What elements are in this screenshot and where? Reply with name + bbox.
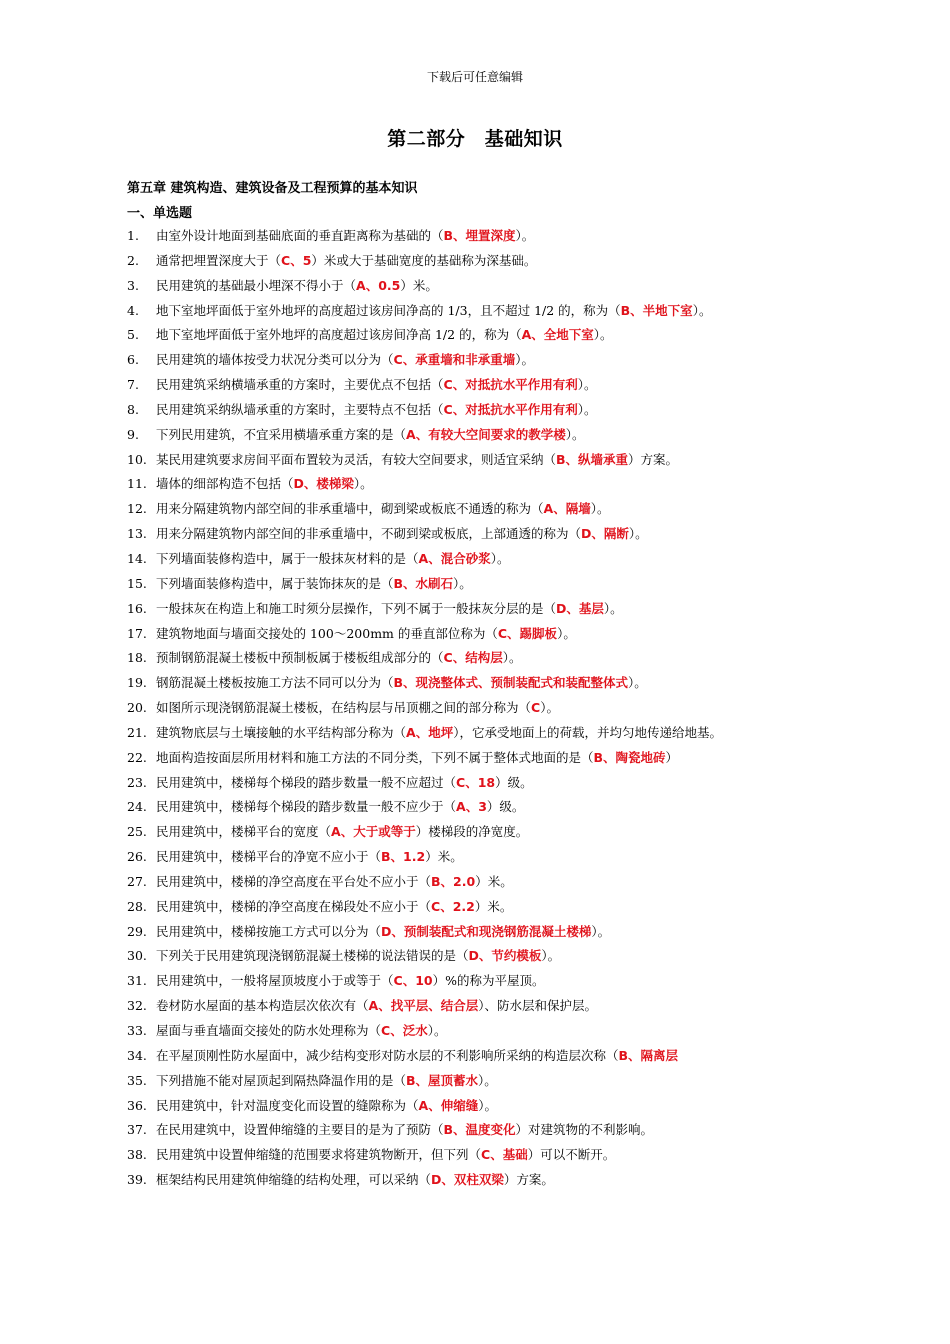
question-number: 24. — [127, 799, 147, 815]
question-number: 34. — [127, 1047, 147, 1063]
question-item — [127, 1120, 827, 1145]
answer: A、混合砂浆 — [418, 550, 491, 566]
question-tail: ）可以不断开。 — [527, 1147, 616, 1163]
question-tail: ）米。 — [400, 277, 438, 293]
question-text — [156, 499, 827, 524]
question-stem: 民用建筑采纳横墙承重的方案时，主要优点不包括（ — [156, 377, 444, 393]
question-stem: 用来分隔建筑物内部空间的非承重墙中，砌到梁或板底不通透的称为（ — [156, 501, 544, 517]
question-item — [127, 648, 827, 673]
question-stem: 地下室地坪面低于室外地坪的高度超过该房间净高 1/2 的，称为（ — [156, 327, 522, 343]
answer: C、基础 — [481, 1147, 528, 1163]
question-item — [127, 773, 827, 798]
answer: A、全地下室 — [521, 327, 594, 343]
answer: A、有较大空间要求的教学楼 — [406, 426, 566, 442]
question-stem: 民用建筑中，楼梯每个梯段的踏步数量一般不应超过（ — [156, 774, 457, 790]
question-item — [127, 400, 827, 425]
question-stem: 某民用建筑要求房间平面布置较为灵活，有较大空间要求，则适宜采纳（ — [156, 451, 557, 467]
question-item — [127, 847, 827, 872]
question-number: 21. — [127, 724, 147, 740]
question-item — [127, 946, 827, 971]
question-stem: 下列墙面装修构造中，属于装饰抹灰的是（ — [156, 575, 394, 591]
question-number: 25. — [127, 824, 147, 840]
question-tail: ）。 — [577, 377, 597, 393]
question-item — [127, 350, 827, 375]
question-number: 8. — [127, 401, 139, 417]
question-item — [127, 922, 827, 947]
question-number: 31. — [127, 973, 147, 989]
question-number: 13. — [127, 526, 147, 542]
question-number: 2. — [127, 252, 139, 268]
question-item — [127, 797, 827, 822]
question-number: 3. — [127, 277, 139, 293]
question-item — [127, 474, 827, 499]
question-text — [156, 773, 827, 798]
answer: A、大于或等于 — [331, 824, 416, 840]
answer: A、3 — [456, 799, 487, 815]
header-note: 下载后可任意编辑 — [426, 70, 523, 84]
answer: C、5 — [281, 252, 312, 268]
answer: C、结构层 — [443, 650, 503, 666]
answer: B、埋置深度 — [443, 228, 516, 243]
question-item — [127, 1170, 827, 1195]
answer: B、温度变化 — [443, 1122, 516, 1138]
question-text — [156, 549, 827, 574]
question-text — [156, 872, 827, 897]
question-number: 30. — [127, 948, 147, 964]
question-tail: ）。 — [593, 327, 613, 343]
question-text — [156, 673, 827, 698]
question-number: 1. — [127, 228, 139, 243]
question-text — [156, 325, 827, 350]
question-number: 26. — [127, 849, 147, 865]
question-text — [156, 648, 827, 673]
question-number: 23. — [127, 774, 147, 790]
answer: C、承重墙和非承重墙 — [393, 352, 516, 368]
question-stem: 地面构造按面层所用材料和施工方法的不同分类，下列不属于整体式地面的是（ — [156, 749, 594, 765]
question-tail: ）对建筑物的不利影响。 — [515, 1122, 654, 1138]
question-item — [127, 549, 827, 574]
question-text — [156, 1145, 827, 1170]
question-stem: 预制钢筋混凝土楼板中预制板属于楼板组成部分的（ — [156, 650, 444, 666]
question-number: 4. — [127, 302, 139, 318]
question-stem: 如图所示现浇钢筋混凝土楼板，在结构层与吊顶棚之间的部分称为（ — [156, 700, 532, 716]
question-item — [127, 375, 827, 400]
question-tail: ）。 — [353, 476, 373, 492]
question-item — [127, 1021, 827, 1046]
question-stem: 民用建筑中设置伸缩缝的范围要求将建筑物断开，但下列（ — [156, 1147, 482, 1163]
question-tail: ）级。 — [495, 774, 533, 790]
question-number: 28. — [127, 898, 147, 914]
question-tail: ）。 — [541, 948, 561, 964]
question-item — [127, 301, 827, 326]
chapter-title: 第五章 建筑构造、建筑设备及工程预算的基本知识 — [127, 181, 418, 196]
question-text — [156, 698, 827, 723]
answer: B、半地下室 — [620, 302, 693, 318]
question-item — [127, 499, 827, 524]
question-number: 5. — [127, 327, 139, 343]
question-stem: 民用建筑中，楼梯的净空高度在梯段处不应小于（ — [156, 898, 432, 914]
question-text — [156, 375, 827, 400]
question-text — [156, 1021, 827, 1046]
question-number: 12. — [127, 501, 147, 517]
question-text — [156, 276, 827, 301]
answer: C、踢脚板 — [497, 625, 558, 641]
question-tail: ） — [665, 749, 679, 765]
question-stem: 民用建筑中，楼梯平台的宽度（ — [156, 824, 332, 840]
question-item — [127, 748, 827, 773]
question-number: 22. — [127, 749, 147, 765]
answer: D、双柱双梁 — [431, 1172, 504, 1188]
question-tail: ）。 — [565, 426, 585, 442]
question-item — [127, 1071, 827, 1096]
question-text — [156, 350, 827, 375]
question-tail: ）。 — [557, 625, 576, 641]
question-item — [127, 698, 827, 723]
answer: D、楼梯梁 — [293, 476, 354, 492]
question-tail: ）%的称为平屋顶。 — [432, 973, 545, 989]
question-text — [156, 574, 827, 599]
question-stem: 民用建筑中，一般将屋顶坡度小于或等于（ — [156, 973, 394, 989]
question-stem: 用来分隔建筑物内部空间的非承重墙中，不砌到梁或板底，上部通透的称为（ — [156, 526, 582, 542]
question-text — [156, 301, 827, 326]
question-tail: ）。 — [515, 352, 534, 368]
question-number: 9. — [127, 426, 139, 442]
question-stem: 由室外设计地面到基础底面的垂直距离称为基础的（ — [156, 228, 444, 243]
question-tail: ）。 — [490, 550, 510, 566]
question-number: 38. — [127, 1147, 147, 1163]
question-tail: ）方案。 — [503, 1172, 554, 1188]
question-item — [127, 971, 827, 996]
question-number: 39. — [127, 1172, 147, 1188]
question-text — [156, 797, 827, 822]
question-item — [127, 251, 827, 276]
answer: C、对抵抗水平作用有利 — [443, 377, 578, 393]
question-text — [156, 946, 827, 971]
answer: B、陶瓷地砖 — [593, 749, 666, 765]
answer: B、纵墙承重 — [556, 451, 629, 467]
question-tail: ）米。 — [425, 849, 463, 865]
answer: D、隔断 — [581, 526, 629, 542]
question-stem: 钢筋混凝土楼板按施工方法不同可以分为（ — [156, 675, 394, 691]
question-text — [156, 524, 827, 549]
question-number: 36. — [127, 1097, 147, 1113]
answer: C — [531, 700, 541, 716]
section-title: 一、单选题 — [127, 206, 193, 221]
answer: A、找平层、结合层 — [368, 998, 479, 1014]
question-item — [127, 276, 827, 301]
question-tail: ）。 — [692, 302, 712, 318]
question-tail: ）。 — [577, 401, 597, 417]
answer: B、水刷石 — [393, 575, 454, 591]
question-text — [156, 822, 827, 847]
answer: D、节约模板 — [468, 948, 542, 964]
question-text — [156, 226, 827, 251]
question-number: 10. — [127, 451, 147, 467]
question-number: 19. — [127, 675, 147, 691]
question-number: 29. — [127, 923, 147, 939]
question-stem: 卷材防水屋面的基本构造层次依次有（ — [156, 998, 369, 1014]
question-number: 32. — [127, 998, 147, 1014]
question-stem: 民用建筑中，针对温度变化而设置的缝隙称为（ — [156, 1097, 419, 1113]
answer: A、地坪 — [406, 724, 454, 740]
question-stem: 下列民用建筑，不宜采用横墙承重方案的是（ — [156, 426, 407, 442]
part-title: 第二部分 基础知识 — [387, 128, 563, 150]
question-text — [156, 425, 827, 450]
answer: C、10 — [393, 973, 433, 989]
question-number: 15. — [127, 575, 147, 591]
question-number: 37. — [127, 1122, 147, 1138]
question-tail: ）。 — [478, 1072, 497, 1088]
question-text — [156, 1170, 827, 1195]
question-list — [127, 226, 827, 1195]
answer: A、伸缩缝 — [418, 1097, 479, 1113]
answer: B、现浇整体式、预制装配式和装配整体式 — [393, 675, 629, 691]
question-stem: 框架结构民用建筑伸缩缝的结构处理，可以采纳（ — [156, 1172, 432, 1188]
question-number: 11. — [127, 476, 147, 492]
question-stem: 下列措施不能对屋顶起到隔热降温作用的是（ — [156, 1072, 407, 1088]
question-tail: ）。 — [590, 501, 610, 517]
answer: C、对抵抗水平作用有利 — [443, 401, 578, 417]
question-tail: ）级。 — [486, 799, 525, 815]
question-tail: ）米。 — [474, 898, 513, 914]
answer: B、隔离层 — [618, 1047, 679, 1063]
answer: A、0.5 — [356, 277, 401, 293]
question-stem: 一般抹灰在构造上和施工时须分层操作，下列不属于一般抹灰分层的是（ — [156, 600, 557, 616]
question-tail: ），它承受地面上的荷载，并均匀地传递给地基。 — [453, 724, 722, 740]
question-tail: ）。 — [591, 923, 611, 939]
question-tail: ）米。 — [475, 873, 513, 889]
question-text — [156, 971, 827, 996]
question-number: 18. — [127, 650, 147, 666]
question-item — [127, 897, 827, 922]
question-stem: 在民用建筑中，设置伸缩缝的主要目的是为了预防（ — [156, 1122, 444, 1138]
question-text — [156, 1120, 827, 1145]
question-text — [156, 996, 827, 1021]
question-number: 33. — [127, 1023, 147, 1038]
question-number: 7. — [127, 377, 139, 393]
question-tail: ）。 — [453, 575, 472, 591]
question-stem: 下列墙面装修构造中，属于一般抹灰材料的是（ — [156, 550, 419, 566]
answer: C、18 — [456, 774, 496, 790]
question-stem: 民用建筑中，楼梯每个梯段的踏步数量一般不应少于（ — [156, 799, 457, 815]
question-stem: 民用建筑中，楼梯平台的净宽不应小于（ — [156, 849, 382, 865]
question-text — [156, 847, 827, 872]
question-stem: 民用建筑中，楼梯的净空高度在平台处不应小于（ — [156, 873, 432, 889]
question-item — [127, 822, 827, 847]
question-stem: 民用建筑中，楼梯按施工方式可以分为（ — [156, 923, 382, 939]
question-text — [156, 922, 827, 947]
question-text — [156, 474, 827, 499]
question-tail: ）、防水层和保护层。 — [478, 998, 597, 1014]
question-tail: ）。 — [478, 1097, 497, 1113]
question-text — [156, 400, 827, 425]
question-text — [156, 1071, 827, 1096]
answer: A、隔墙 — [543, 501, 591, 517]
question-text — [156, 723, 827, 748]
question-item — [127, 872, 827, 897]
question-tail: ）米或大于基础宽度的基础称为深基础。 — [311, 252, 537, 268]
question-stem: 民用建筑采纳纵墙承重的方案时，主要特点不包括（ — [156, 401, 444, 417]
answer: B、屋顶蓄水 — [406, 1072, 479, 1088]
question-text — [156, 624, 827, 649]
question-tail: ）。 — [502, 650, 522, 666]
question-stem: 墙体的细部构造不包括（ — [156, 476, 294, 492]
answer: C、泛水 — [381, 1023, 428, 1038]
question-tail: ）。 — [540, 700, 559, 716]
question-item — [127, 1096, 827, 1121]
question-stem: 屋面与垂直墙面交接处的防水处理称为（ — [156, 1023, 382, 1038]
question-item — [127, 450, 827, 475]
question-number: 20. — [127, 700, 147, 716]
question-tail: ）。 — [628, 675, 647, 691]
question-number: 6. — [127, 352, 139, 368]
question-stem: 通常把埋置深度大于（ — [156, 252, 282, 268]
question-item — [127, 325, 827, 350]
question-item — [127, 624, 827, 649]
question-number: 16. — [127, 600, 147, 616]
question-number: 35. — [127, 1072, 147, 1088]
question-tail: ）。 — [628, 526, 648, 542]
question-number: 14. — [127, 550, 147, 566]
question-item — [127, 1046, 827, 1071]
question-tail: ）。 — [515, 228, 535, 243]
question-item — [127, 723, 827, 748]
question-number: 17. — [127, 625, 147, 641]
question-stem: 民用建筑的墙体按受力状况分类可以分为（ — [156, 352, 394, 368]
question-text — [156, 1046, 827, 1071]
question-item — [127, 574, 827, 599]
answer: B、2.0 — [431, 873, 476, 889]
question-item — [127, 1145, 827, 1170]
question-tail: ）方案。 — [628, 451, 679, 467]
question-item — [127, 599, 827, 624]
question-item — [127, 524, 827, 549]
question-stem: 地下室地坪面低于室外地坪的高度超过该房间净高的 1/3，且不超过 1/2 的，称为（ — [156, 302, 621, 318]
question-text — [156, 450, 827, 475]
question-item — [127, 673, 827, 698]
question-stem: 民用建筑的基础最小埋深不得小于（ — [156, 277, 357, 293]
question-text — [156, 1096, 827, 1121]
answer: D、基层 — [556, 600, 604, 616]
question-stem: 在平屋顶刚性防水屋面中，减少结构变形对防水层的不利影响所采纳的构造层次称（ — [156, 1047, 619, 1063]
question-item — [127, 425, 827, 450]
question-item — [127, 226, 827, 251]
answer: C、2.2 — [431, 898, 475, 914]
question-tail: ）。 — [603, 600, 623, 616]
question-item — [127, 996, 827, 1021]
answer: B、1.2 — [381, 849, 426, 865]
question-number: 27. — [127, 873, 147, 889]
question-text — [156, 748, 827, 773]
question-tail: ）。 — [427, 1023, 447, 1038]
question-stem: 建筑物地面与墙面交接处的 100～200mm 的垂直部位称为（ — [156, 625, 498, 641]
question-stem: 下列关于民用建筑现浇钢筋混凝土楼梯的说法错误的是（ — [156, 948, 469, 964]
question-text — [156, 599, 827, 624]
answer: D、预制装配式和现浇钢筋混凝土楼梯 — [381, 923, 592, 939]
question-tail: ）楼梯段的净宽度。 — [415, 824, 529, 840]
question-text — [156, 897, 827, 922]
question-text — [156, 251, 827, 276]
question-stem: 建筑物底层与土壤接触的水平结构部分称为（ — [156, 724, 407, 740]
